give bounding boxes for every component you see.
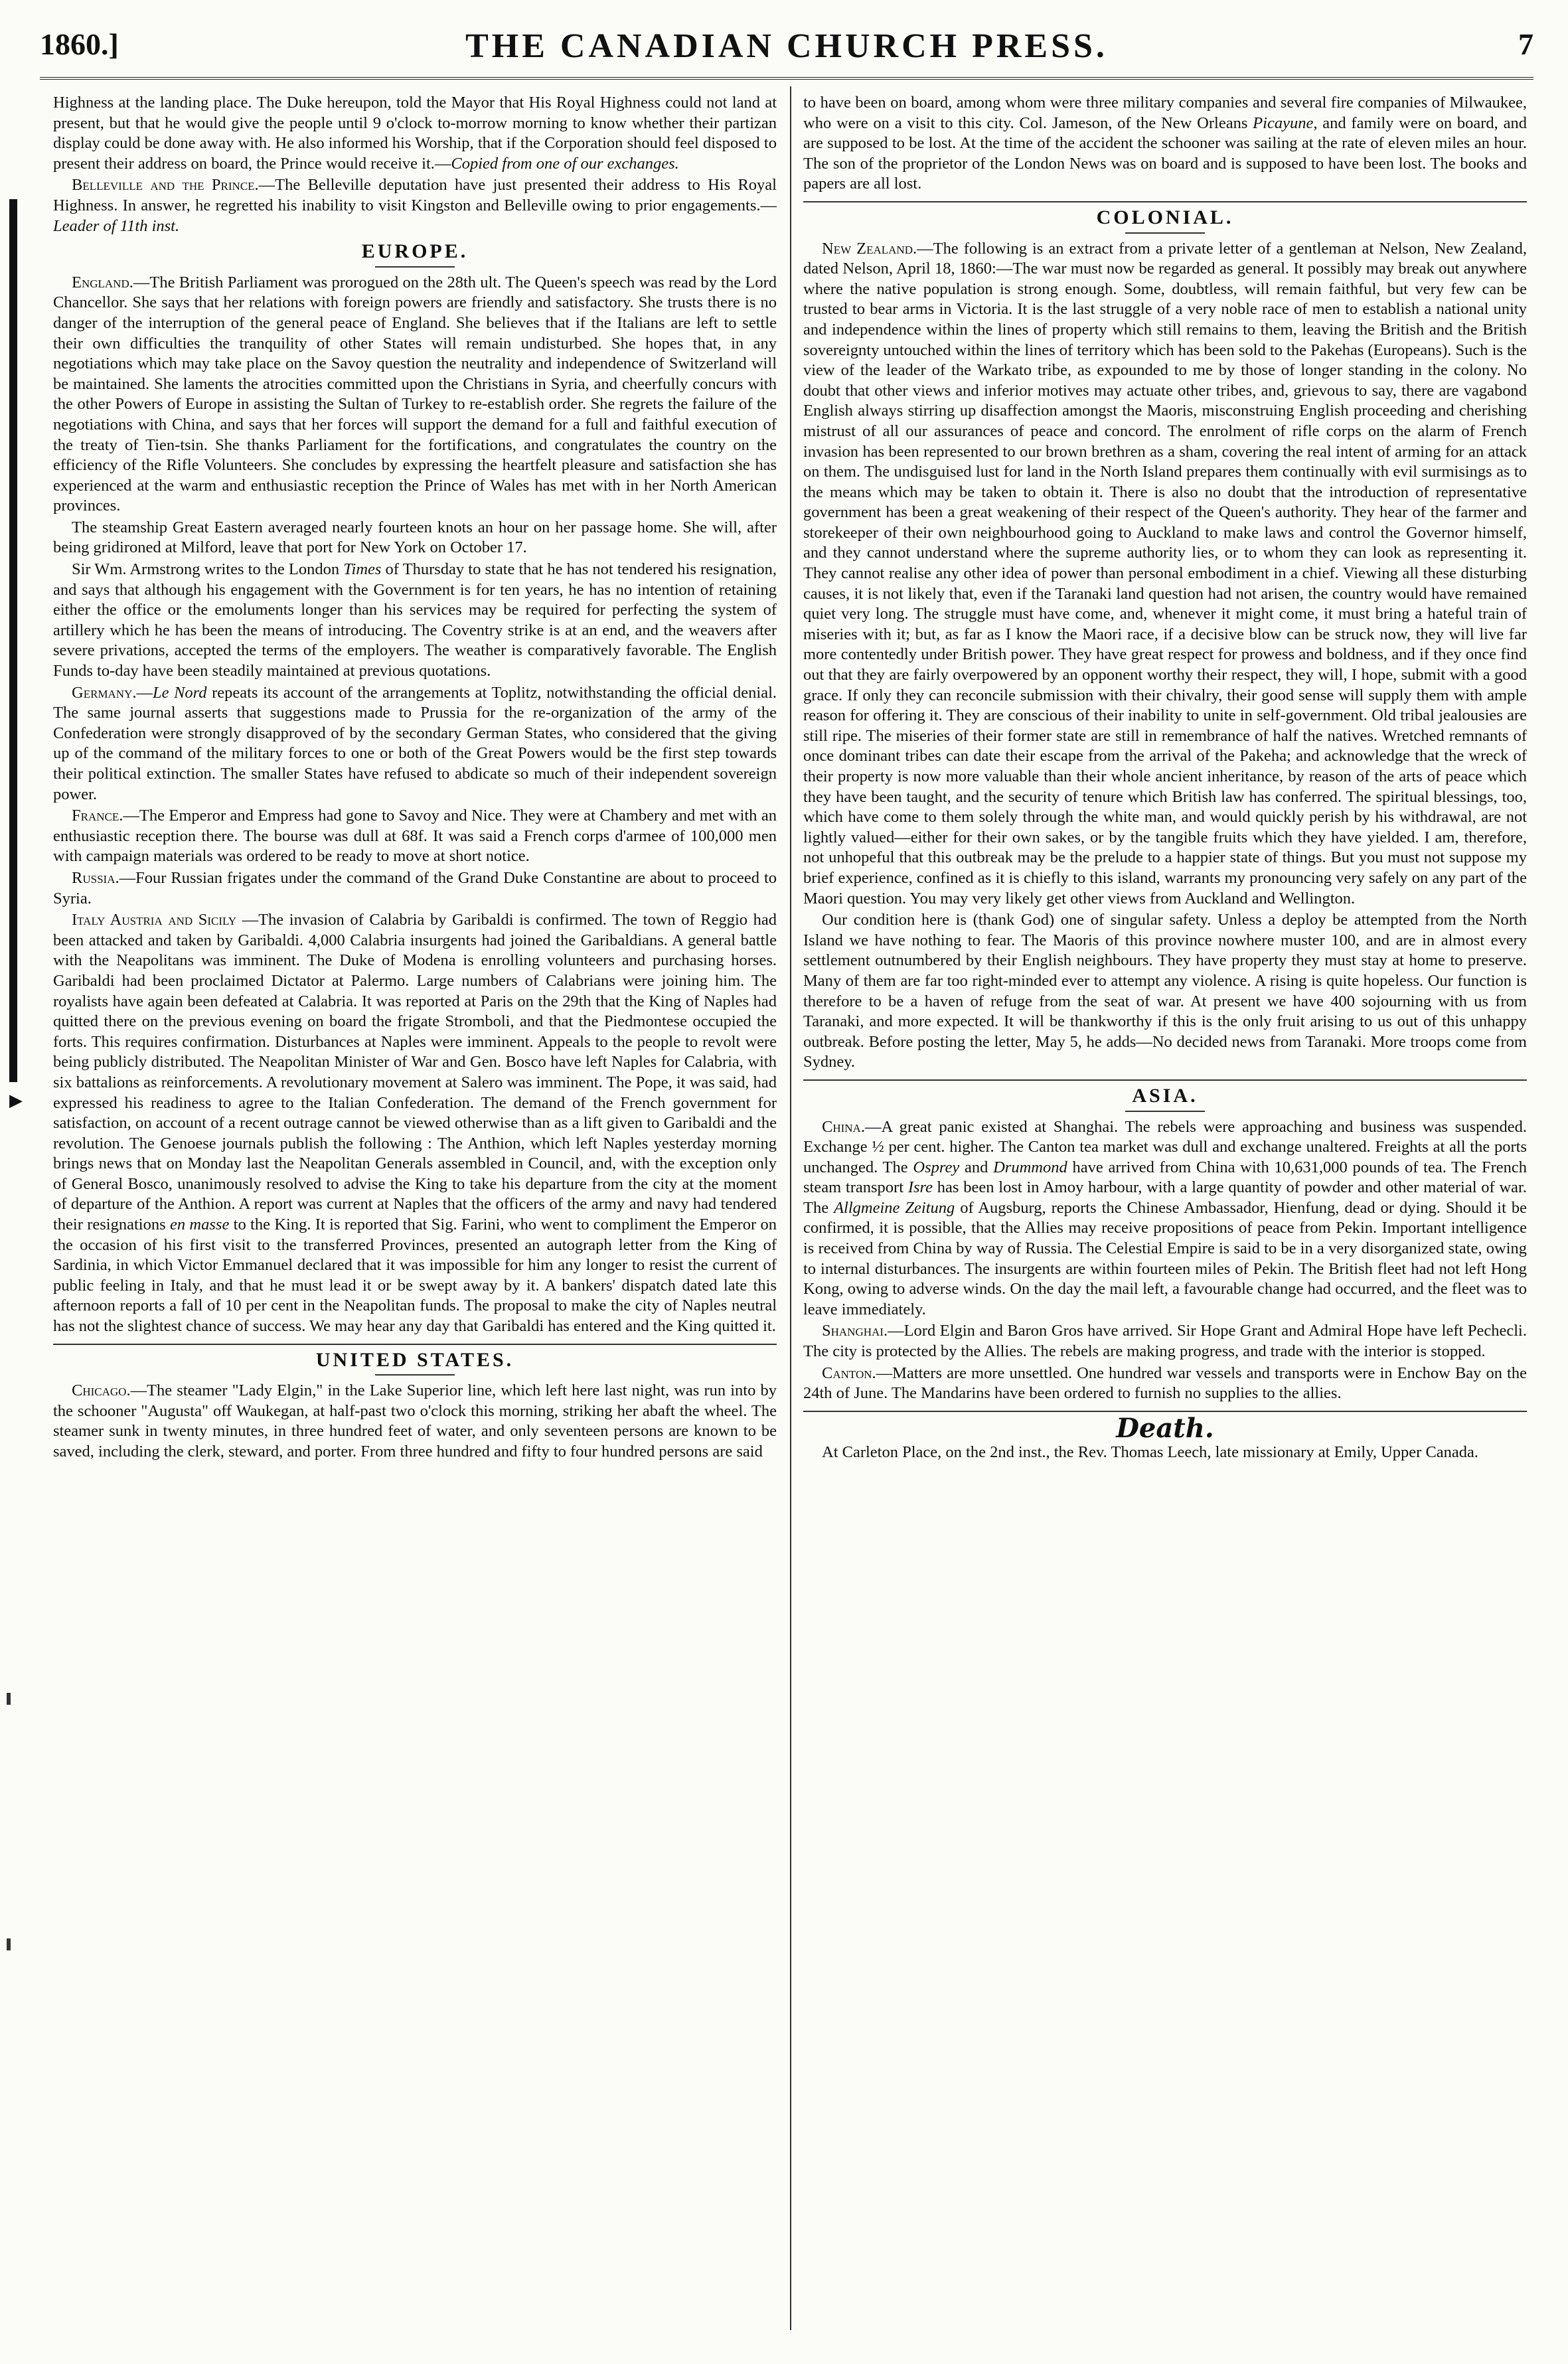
article-paragraph: Germany.—Le Nord repeats its account of the arrangements at Toplitz, notwithstanding the official denial. The same journal asserts that suggestions made to Prussia for the re-organization of the army of the Confederation were strongly disapproved of by the secondary German States, who considered that the giving up of the command of the military forces to one or both of the Great Powers would be the first step towards their political extinction. The smaller States have refused to abdicate so much of their independent sovereign power.	[53, 683, 777, 803]
article-paragraph: Belleville and the Prince.—The Belleville deputation have just presented their address to His Royal Highness. In answer, he regretted his inability to visit Kingston and Belleville owing to prior engagements.—Leader of 11th inst.	[53, 176, 777, 235]
heading-rule	[375, 266, 455, 268]
header-rule	[40, 77, 1533, 80]
issue-year: 1860.]	[40, 27, 119, 61]
page-number: 7	[1518, 27, 1533, 61]
margin-bar	[9, 199, 17, 1082]
section-heading-colonial: COLONIAL.	[1096, 206, 1234, 228]
article-paragraph: China.—A great panic existed at Shanghai. The rebels were approaching and business was suspended. Exchange ½ per cent. higher. The Canton tea market was dull and exchange unaltered. Freights at all the ports unchanged. The Osprey and Drummond have arrived from China with 10,631,000 pounds of tea. The French steam transport Isre has been lost in Amoy harbour, with a large quantity of powder and other material of war. The Allgmeine Zeitung of Augsburg, reports the Chinese Ambassador, Hienfung, dead or dying. Should it be confirmed, it is possible, that the Allies may receive propositions of peace from Pekin. Important intelligence is received from China by way of Russia. The Celestial Empire is said to be in a very disorganized state, owing to internal disturbances. The insurgents are within fourteen miles of Pekin. The British fleet had not left Hong Kong, owing to adverse winds. On the day the mail left, a favourable change had occurred, and the fleet was to leave immediately.	[803, 1117, 1527, 1318]
section-heading-death: Death.	[1116, 1412, 1214, 1444]
heading-rule	[375, 1374, 455, 1376]
article-paragraph: Sir Wm. Armstrong writes to the London Times of Thursday to state that he has not tendered his resignation, and says that although his engagement with the Government is for ten years, he has no intention of retaining either the office or the emoluments longer than his services may be required for perfecting the system of artillery which he has been the means of introducing. The Coventry strike is at an end, and the weavers after severe privations, accepted the terms of the employers. The weather is comparatively favorable. The English Funds to-day have been steadily maintained at previous quotations.	[53, 560, 777, 680]
article-paragraph: Shanghai.—Lord Elgin and Baron Gros have arrived. Sir Hope Grant and Admiral Hope have left Pechecli. The city is protected by the Allies. The rebels are making progress, and trade with the interior is stopped.	[803, 1322, 1527, 1361]
section-rule	[803, 1079, 1527, 1081]
section-rule	[803, 201, 1527, 202]
section-heading-united-states: UNITED STATES.	[315, 1348, 514, 1371]
article-paragraph: The steamship Great Eastern averaged nearly fourteen knots an hour on her passage home. She will, after being gridironed at Milford, leave that port for New York on October 17.	[53, 518, 777, 557]
newspaper-title: THE CANADIAN CHURCH PRESS.	[465, 27, 1108, 65]
article-paragraph: Italy Austria and Sicily —The invasion of Calabria by Garibaldi is confirmed. The town of Reggio had been attacked and taken by Garibaldi. 4,000 Calabria insurgents had joined the Garibaldians. A general battle with the Neapolitans was imminent. The Duke of Modena is enrolling volunteers and purchasing horses. Garibaldi had been proclaimed Dictator at Palermo. Large numbers of Calabrians were joining him. The royalists have again been defeated at Calabria. It was reported at Paris on the 29th that the King of Naples had quitted there on the previous evening on board the frigate Stromboli, and that the Piedmontese occupied the forts. This requires confirmation. Disturbances at Naples were imminent. Appeals to the people to revolt were being publicly distributed. The Neapolitan Minister of War and Gen. Bosco have left Naples for Calabria, with six battalions as reinforcements. A revolutionary movement at Salero was imminent. The Pope, it was said, had expressed his readiness to agree to the Italian Confederation. The demand of the French government for satisfaction, on account of a recent outrage cannot be viewed otherwise than as a lift given to Garibaldi and the revolution. The Genoese journals publish the following : The Anthion, which left Naples yesterday morning brings news that on Monday last the Neapolitan Generals assembled in Council, and, with the exception only of General Bosco, unanimously resolved to advise the King to take his departure from the city at the moment of departure of the Anthion. A report was current at Naples that the officers of the army and navy had tendered their resignations en masse to the King. It is reported that Sig. Farini, who went to compliment the Emperor on the occasion of his first visit to the transferred Provinces, presented an autograph letter from the King of Sardinia, in which Victor Emmanuel declared that it was impossible for him any longer to resist the current of public feeling in Italy, and that he must lead it or be swept away by it. A bankers' dispatch dated late this afternoon reports a fall of 10 per cent in the Neapolitan funds. The proposal to make the city of Naples neutral has not the slightest chance of success. We may hear any day that Garibaldi has entered and the King quitted it.	[53, 911, 777, 1336]
article-paragraph: Russia.—Four Russian frigates under the command of the Grand Duke Constantine are about to proceed to Syria.	[53, 868, 777, 907]
margin-arrow-icon: ▶	[9, 1091, 23, 1110]
left-column	[53, 93, 777, 2324]
column-rule	[790, 86, 791, 2330]
margin-tick	[7, 1693, 11, 1705]
section-rule	[803, 1411, 1527, 1412]
death-notice: At Carleton Place, on the 2nd inst., the Rev. Thomas Leech, late missionary at Emily, Upper Canada.	[822, 1443, 1479, 1462]
article-paragraph: Our condition here is (thank God) one of singular safety. Unless a deploy be attempted from the North Island we have nothing to fear. The Maoris of this province nowhere muster 100, and are in almost every settlement outnumbered by their English neighbours. They have property they must stay at home to preserve. Many of them are far too right-minded ever to attempt any violence. A rising is quite hopeless. Our function is therefore to be a haven of refuge from the seat of war. At present we have 400 sojourning with us from Taranaki, and more expected. It will be thankworthy if this is the only fruit arising to us out of this unhappy outbreak. Before posting the letter, May 5, he adds—No decided news from Taranaki. More troops come from Sydney.	[803, 911, 1527, 1071]
article-paragraph: to have been on board, among whom were three military companies and several fire companies of Milwaukee, who were on a visit to this city. Col. Jameson, of the New Orleans Picayune, and family were on board, and are supposed to be lost. At the time of the accident the schooner was sailing at the rate of eleven miles an hour. The son of the proprietor of the London News was on board and is supposed to have been lost. The books and papers are all lost.	[803, 94, 1527, 193]
masthead	[40, 27, 1533, 73]
article-paragraph: Canton.—Matters are more unsettled. One hundred war vessels and transports were in Enchow Bay on the 24th of June. The Mandarins have been ordered to furnish no supplies to the allies.	[803, 1364, 1527, 1403]
article-paragraph: New Zealand.—The following is an extract from a private letter of a gentleman at Nelson, New Zealand, dated Nelson, April 18, 1860:—The war must now be regarded as general. It possibly may break out anywhere where the native population is strong enough. Some, doubtless, will remain faithful, but very few can be trusted to bear arms in Victoria. It is the last struggle of a very noble race of men to establish a national unity and independence within the lines of property which still remains to them, leaving the British and the British sovereignty untouched within the lines of territory which has been sold to the Pakehas (Europeans). Such is the view of the leader of the Warkato tribe, as expounded to me by those of longer standing in the colony. No doubt that other views and inferior motives may actuate other tribes, and, grievous to say, there are vagabond English always stirring up disaffection amongst the Maoris, misconstruing English proceeding and cherishing mistrust of all our assurances of peace and concord. The enrolment of rifle corps on the alarm of French invasion has been represented to our brown brethren as a sham, covering the real intent of arming for an attack on them. The undisguised lust for land in the North Island prepares them continually with evil surmisings as to the means which may be taken to obtain it. There is also no doubt that the introduction of representative government has been a great weakening of their respect of the Queen's authority. They hear of the farmer and storekeeper of their own neighbourhood going to Auckland to make laws and control the Governor himself, and they cannot understand where the supreme authority lies, or to whom they can look as representing it. They cannot realise any other idea of power than personal embodiment in a chief. Viewing all these disturbing causes, it is not likely that, even if the Taranaki land question had not arisen, the country would have remained quiet very long. The struggle must have come, and, whenever it might come, it must bring a hateful train of miseries with it; but, as far as I know the Maori race, if a decisive blow can be struck now, they will live far more contentedly under British power. They have great respect for prowess and boldness, and if they once find out that they are fairly overpowered by an opponent worthy their respect, they will, I hope, submit with a good grace. If only they can reconcile submission with their chivalry, their good sense will supply them with ample reason for offering it. They are conscious of their inability to unite in self-government. Old tribal jealousies are still ripe. The miseries of their former state are still in remembrance of half the natives. Wretched remnants of once dominant tribes can date their escape from the arrival of the Pakeha; and acknowledge that the wreck of their property is now more valuable than their whole ancient inheritance, by reason of the arts of peace which they have been taught, and the security of tenure which British law has conferred. The spiritual blessings, too, which have come to them solely through the white man, and would quickly perish by his withdrawal, are not lightly valued—either for their own sakes, or by the tangible fruits which they have yielded. I am, therefore, not unhopeful that this outbreak may be the prelude to a happier state of things. But you must not suppose my brief experience, confined as it is chiefly to this island, warrants my pronouncing very safely on any part of the Maori question. You may very likely get other views from Auckland and Wellington.	[803, 239, 1527, 907]
article-paragraph: Chicago.—The steamer "Lady Elgin," in the Lake Superior line, which left here last night, was run into by the schooner "Augusta" off Waukegan, at half-past two o'clock this morning, striking her abaft the wheel. The steamer sunk in twenty minutes, in three hundred feet of water, and only seventeen persons are known to be saved, including the clerk, steward, and porter. From three hundred and fifty to four hundred persons are said	[53, 1381, 777, 1460]
section-heading-europe: EUROPE.	[361, 240, 469, 263]
article-paragraph: France.—The Emperor and Empress had gone to Savoy and Nice. They were at Chambery and met with an enthusiastic reception there. The bourse was dull at 68f. It was said a French corps d'armee of 100,000 men with campaign materials was ordered to be ready to move at short notice.	[53, 807, 777, 866]
heading-rule	[1125, 1111, 1205, 1112]
right-column	[803, 93, 1527, 2324]
section-heading-asia: ASIA.	[1132, 1084, 1198, 1107]
section-rule	[53, 1344, 777, 1345]
article-paragraph: England.—The British Parliament was prorogued on the 28th ult. The Queen's speech was read by the Lord Chancellor. She says that her relations with foreign powers are friendly and satisfactory. She trusts there is no danger of the interruption of the general peace of England. She believes that if the Italians are left to settle their own difficulties the tranquility of other States will remain undisturbed. She hopes that, in any negotiations which may take place on the Savoy question the neutrality and independence of Switzerland will be maintained. She laments the atrocities committed upon the Christians in Syria, and cheerfully concurs with the other Powers of Europe in assisting the Sultan of Turkey to re-establish order. She regrets the failure of the negotiations with China, and says that her forces will support the demand for a full and faithful execution of the treaty of Tien-tsin. She thanks Parliament for the fortifications, and congratulates the country on the efficiency of the Rifle Volunteers. She concludes by expressing the heartfelt pleasure and satisfaction she has experienced at the warm and enthusiastic reception the Prince of Wales has met with in her North American provinces.	[53, 273, 777, 515]
article-paragraph: Highness at the landing place. The Duke hereupon, told the Mayor that His Royal Highness could not land at present, but that he would give the people until 9 o'clock to-morrow morning to know whether their partizan display could be done away with. He also informed his Worship, that if the Corporation should feel disposed to present their address on board, the Prince would receive it.—Copied from one of our exchanges.	[53, 94, 777, 173]
margin-tick	[7, 1938, 11, 1950]
heading-rule	[1125, 232, 1205, 234]
